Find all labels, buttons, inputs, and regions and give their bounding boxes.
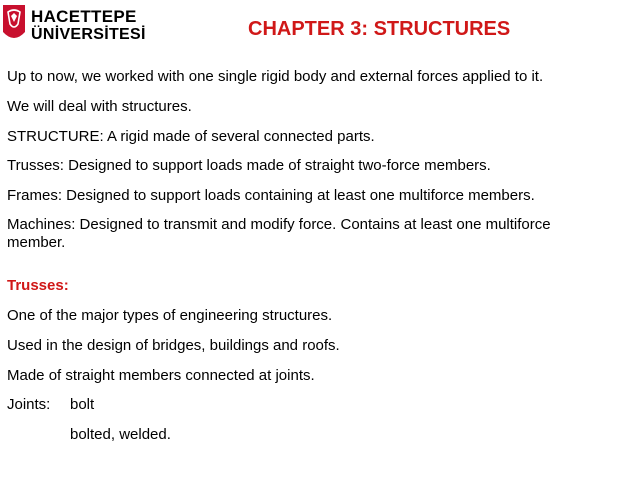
joints-value-bolt: bolt [70, 396, 95, 413]
logo-name-line1: HACETTEPE [31, 7, 137, 26]
machines-definition: Machines: Designed to transmit and modify force. Contains at least one multiforce member. [7, 216, 551, 251]
page-title: CHAPTER 3: STRUCTURES [248, 18, 511, 40]
intro-line: Up to now, we worked with one single rigid body and external forces applied to it. [7, 68, 544, 85]
trusses-line-3: Made of straight members connected at joints. [7, 367, 315, 384]
trusses-line-1: One of the major types of engineering structures. [7, 307, 333, 324]
trusses-line-2: Used in the design of bridges, buildings and roofs. [7, 337, 340, 354]
logo-name-line2: ÜNİVERSİTESİ [31, 26, 146, 43]
structures-line: We will deal with structures. [7, 98, 192, 115]
joints-value-welded: bolted, welded. [70, 426, 171, 443]
trusses-definition: Trusses: Designed to support loads made of straight two-force members. [7, 157, 491, 174]
joints-label: Joints: [7, 396, 51, 413]
frames-definition: Frames: Designed to support loads containing at least one multiforce members. [7, 187, 535, 204]
trusses-heading: Trusses: [7, 277, 69, 294]
university-logo [0, 0, 146, 50]
university-seal-icon [2, 4, 26, 44]
structure-definition: STRUCTURE: A rigid made of several connected parts. [7, 128, 375, 145]
